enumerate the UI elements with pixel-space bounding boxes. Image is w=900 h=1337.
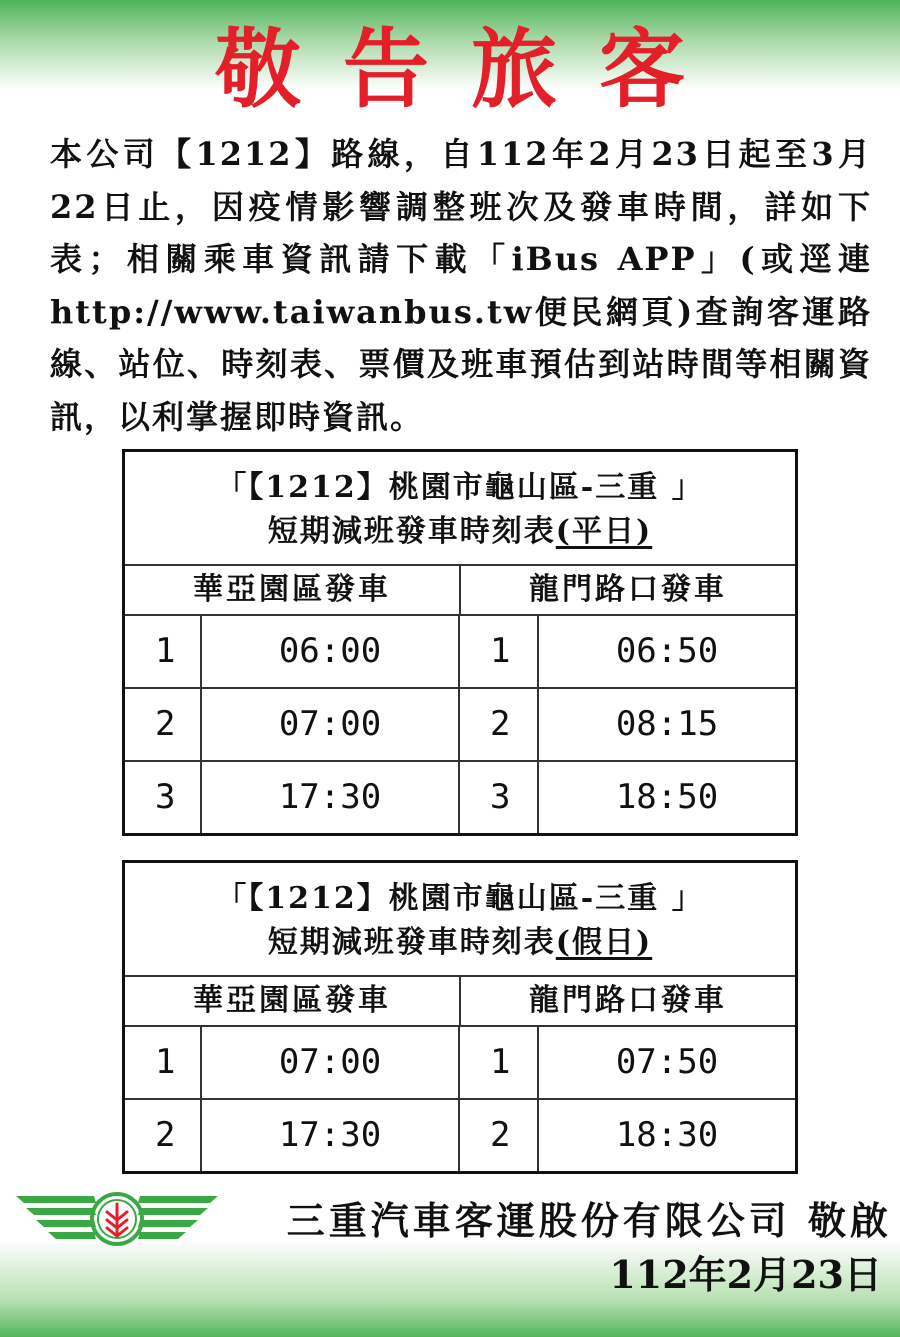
weekday-col-huaya: 華亞園區發車 bbox=[193, 572, 391, 607]
weekday-schedule-header bbox=[125, 452, 795, 566]
trip-number: 1 bbox=[125, 616, 202, 687]
company-winged-logo-icon bbox=[12, 1186, 222, 1254]
weekday-day-label: (平日) bbox=[555, 514, 653, 549]
holiday-column-headers bbox=[125, 977, 795, 1027]
holiday-schedule-header bbox=[125, 863, 795, 977]
company-signature: 三重汽車客運股份有限公司 敬啟 bbox=[286, 1198, 892, 1243]
holiday-title-prefix: 短期減班發車時刻表 bbox=[267, 925, 556, 960]
departure-time: 06:00 bbox=[202, 616, 460, 687]
table-row bbox=[125, 687, 795, 760]
weekday-col-longmen: 龍門路口發車 bbox=[459, 566, 795, 614]
table-row bbox=[125, 1098, 795, 1171]
holiday-route-line: 「【1212】桃園市龜山區-三重 」 bbox=[216, 881, 704, 916]
holiday-col-huaya: 華亞園區發車 bbox=[193, 983, 391, 1018]
trip-number: 2 bbox=[125, 1100, 202, 1171]
trip-number: 2 bbox=[460, 689, 539, 760]
weekday-schedule-title bbox=[125, 510, 795, 554]
departure-time: 18:50 bbox=[615, 777, 719, 817]
weekday-title-prefix: 短期減班發車時刻表 bbox=[267, 514, 556, 549]
table-row bbox=[125, 760, 795, 833]
weekday-schedule-table bbox=[122, 449, 798, 836]
departure-time: 17:30 bbox=[202, 762, 460, 833]
trip-number: 3 bbox=[460, 762, 539, 833]
trip-number: 1 bbox=[460, 616, 539, 687]
notice-intro: 本公司【1212】路線，自112年2月23日起至3月22日止，因疫情影響調整班次及發車時間，詳如下表；相關乘車資訊請下載「iBus APP」(或逕連http://www.taiwanbus.tw便民網頁)查詢客運路線、站位、時刻表、票價及班車預估到站時間等相關資訊，以利掌握即時資訊。 bbox=[50, 135, 872, 436]
weekday-column-headers bbox=[125, 566, 795, 616]
notice-title: 敬告旅客 bbox=[215, 19, 727, 120]
departure-time: 17:30 bbox=[202, 1100, 460, 1171]
departure-time: 06:50 bbox=[615, 631, 719, 671]
holiday-schedule-table bbox=[122, 860, 798, 1174]
departure-time: 07:50 bbox=[615, 1042, 719, 1082]
trip-number: 1 bbox=[460, 1027, 539, 1098]
departure-time: 18:30 bbox=[615, 1115, 719, 1155]
trip-number: 2 bbox=[460, 1100, 539, 1171]
notice-date: 112年2月23日 bbox=[609, 1252, 882, 1297]
trip-number: 1 bbox=[125, 1027, 202, 1098]
weekday-route-line: 「【1212】桃園市龜山區-三重 」 bbox=[216, 470, 704, 505]
holiday-day-label: (假日) bbox=[555, 925, 653, 960]
holiday-schedule-title bbox=[125, 921, 795, 965]
table-row bbox=[125, 1027, 795, 1098]
trip-number: 2 bbox=[125, 689, 202, 760]
trip-number: 3 bbox=[125, 762, 202, 833]
departure-time: 08:15 bbox=[615, 704, 719, 744]
departure-time: 07:00 bbox=[202, 1027, 460, 1098]
table-row bbox=[125, 616, 795, 687]
holiday-col-longmen: 龍門路口發車 bbox=[459, 977, 795, 1025]
departure-time: 07:00 bbox=[202, 689, 460, 760]
